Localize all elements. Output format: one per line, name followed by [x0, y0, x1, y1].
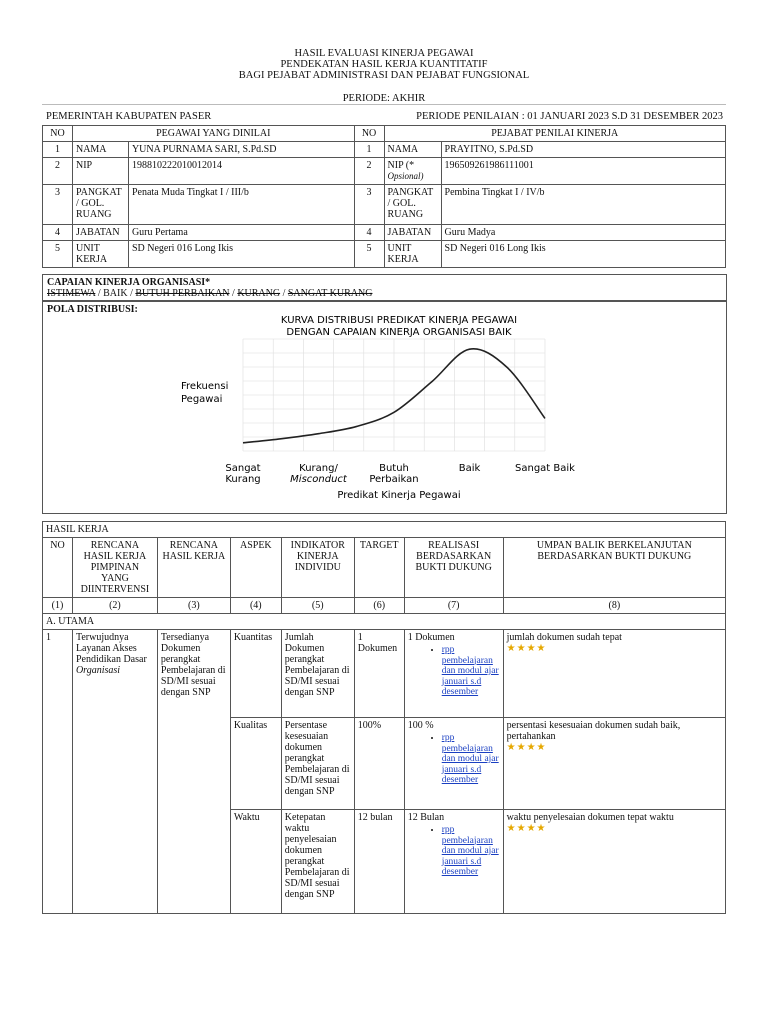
col-number: (5) [281, 598, 354, 614]
pejabat-label: UNIT KERJA [384, 241, 441, 268]
hasil-kerja-table [42, 521, 726, 914]
x-tick-label: Sangat Baik [515, 463, 575, 474]
x-tick-label: Perbaikan [369, 474, 419, 485]
pegawai-value: SD Negeri 016 Long Ikis [128, 241, 354, 268]
option-istimewa: ISTIMEWA [47, 288, 96, 299]
pejabat-label: PANGKAT / GOL. RUANG [384, 185, 441, 225]
x-tick-label: Sangat [225, 463, 261, 474]
col-number: (2) [72, 598, 157, 614]
rhk: Tersedianya Dokumen perangkat Pembelajaran di SD/MI sesuai dengan SNP [157, 630, 230, 914]
nip-label: NIP (* [387, 160, 415, 171]
bukti-dukung-link[interactable]: rpp pembelajaran dan modul ajar januari s.d desember [441, 825, 499, 877]
x-tick-label: Baik [458, 463, 481, 474]
col-number: (6) [354, 598, 404, 614]
option-sep: / [95, 288, 104, 299]
realisasi [404, 718, 503, 810]
aspek: Kuantitas [230, 630, 281, 718]
identity-header-row [43, 126, 726, 142]
option-sangat-kurang: SANGAT KURANG [287, 288, 373, 299]
umpan-balik-text: persentasi kesesuaian dokumen sudah baik, pertahankan [506, 720, 681, 742]
aspek: Kualitas [230, 718, 281, 810]
pejabat-label: NAMA [384, 142, 441, 158]
row-no: 2 [43, 158, 73, 185]
hasil-no: 1 [43, 630, 73, 914]
x-tick-label: Kurang [225, 474, 261, 485]
x-axis-label: Predikat Kinerja Pegawai [337, 490, 461, 501]
indikator: Ketepatan waktu penyelesaian dokumen perangkat Pembelajaran di SD/MI sesuai dengan SNP [281, 810, 354, 914]
row-no: 1 [43, 142, 73, 158]
pegawai-label: UNIT KERJA [72, 241, 128, 268]
pegawai-label: PANGKAT / GOL. RUANG [72, 185, 128, 225]
pejabat-value: PRAYITNO, S.Pd.SD [441, 142, 725, 158]
star-rating: ★★★★ [506, 742, 547, 753]
realisasi [404, 810, 503, 914]
target: 12 bulan [354, 810, 404, 914]
row-no: 3 [354, 185, 384, 225]
star-rating: ★★★★ [506, 643, 547, 654]
pegawai-value: Guru Pertama [128, 225, 354, 241]
rhkp-text: Terwujudnya Layanan Akses Pendidikan Dasar [75, 632, 147, 665]
pejabat-label [384, 158, 441, 185]
indikator: Persentase kesesuaian dokumen perangkat Pembelajaran di SD/MI sesuai dengan SNP [281, 718, 354, 810]
header-divider [42, 104, 726, 105]
realisasi-value: 100 % [407, 720, 434, 731]
col-pejabat: PEJABAT PENILAI KINERJA [384, 126, 725, 142]
identity-row [43, 158, 726, 185]
capaian-options [47, 288, 372, 299]
pegawai-label: JABATAN [72, 225, 128, 241]
target: 100% [354, 718, 404, 810]
pejabat-value: SD Negeri 016 Long Ikis [441, 241, 725, 268]
row-no: 4 [354, 225, 384, 241]
pola-label: POLA DISTRIBUSI: [47, 304, 138, 315]
realisasi [404, 630, 503, 718]
hdr-no: NO [43, 538, 73, 598]
aspek: Waktu [230, 810, 281, 914]
umpan-balik [503, 810, 725, 914]
umpan-balik-text: waktu penyelesaian dokumen tepat waktu [506, 812, 674, 823]
pegawai-value: YUNA PURNAMA SARI, S.Pd.SD [128, 142, 354, 158]
col-number: (3) [157, 598, 230, 614]
x-tick-label: Misconduct [290, 474, 347, 485]
star-rating: ★★★★ [506, 823, 547, 834]
identity-row [43, 241, 726, 268]
row-no: 4 [43, 225, 73, 241]
pegawai-value: Penata Muda Tingkat I / III/b [128, 185, 354, 225]
identity-row [43, 185, 726, 225]
option-sep: / [127, 288, 136, 299]
col-number: (8) [503, 598, 725, 614]
realisasi-value: 1 Dokumen [407, 632, 455, 643]
umpan-balik-text: jumlah dokumen sudah tepat [506, 632, 622, 643]
target: 1 Dokumen [354, 630, 404, 718]
hdr-target: TARGET [354, 538, 404, 598]
bukti-dukung-item [442, 645, 500, 698]
pola-distribusi-box [42, 300, 727, 514]
bukti-dukung-link[interactable]: rpp pembelajaran dan modul ajar januari s.d desember [441, 645, 499, 697]
hdr-aspek: ASPEK [230, 538, 281, 598]
hasil-title-row [43, 522, 726, 538]
x-axis-tick-labels [225, 463, 575, 485]
capaian-box [42, 274, 727, 302]
row-no: 5 [43, 241, 73, 268]
indikator: Jumlah Dokumen perangkat Pembelajaran di SD/MI sesuai dengan SNP [281, 630, 354, 718]
col-number: (7) [404, 598, 503, 614]
option-baik: BAIK [103, 288, 128, 299]
rhk-pimpinan [72, 630, 157, 914]
hasil-row [43, 630, 726, 718]
realisasi-value: 12 Bulan [407, 812, 445, 823]
rhkp-organisasi: Organisasi [75, 665, 121, 676]
col-no-left: NO [43, 126, 73, 142]
option-butuh-perbaikan: BUTUH PERBAIKAN [135, 288, 230, 299]
hasil-number-row [43, 598, 726, 614]
col-pegawai: PEGAWAI YANG DINILAI [72, 126, 354, 142]
hdr-umpan-balik: UMPAN BALIK BERKELANJUTAN BERDASARKAN BUKTI DUKUNG [503, 538, 725, 598]
pegawai-label: NIP [72, 158, 128, 185]
hdr-rhk: RENCANA HASIL KERJA [157, 538, 230, 598]
identity-row [43, 225, 726, 241]
bukti-dukung-link[interactable]: rpp pembelajaran dan modul ajar januari s.d desember [441, 733, 499, 785]
section-row [43, 614, 726, 630]
hdr-realisasi: REALISASI BERDASARKAN BUKTI DUKUNG [404, 538, 503, 598]
bukti-dukung-item [442, 825, 500, 878]
pemerintah-label: PEMERINTAH KABUPATEN PASER [46, 111, 212, 122]
distribution-chart [43, 301, 726, 513]
pegawai-label: NAMA [72, 142, 128, 158]
identity-row [43, 142, 726, 158]
pejabat-value: 196509261986111001 [441, 158, 725, 185]
bukti-dukung-item [442, 733, 500, 786]
umpan-balik [503, 630, 725, 718]
pegawai-value: 198810222010012014 [128, 158, 354, 185]
hdr-indikator: INDIKATOR KINERJA INDIVIDU [281, 538, 354, 598]
opsional-note: Opsional) [387, 171, 424, 181]
x-tick-label: Butuh [379, 463, 409, 474]
chart-title: KURVA DISTRIBUSI PREDIKAT KINERJA PEGAWAI [280, 315, 518, 326]
x-tick-label: Kurang/ [299, 463, 338, 474]
identity-table [42, 125, 726, 268]
y-axis-label-2: Pegawai [181, 394, 223, 405]
hasil-title: HASIL KERJA [43, 522, 726, 538]
pejabat-label: JABATAN [384, 225, 441, 241]
pejabat-value: Pembina Tingkat I / IV/b [441, 185, 725, 225]
doc-title-3: BAGI PEJABAT ADMINISTRASI DAN PEJABAT FUNGSIONAL [238, 70, 530, 81]
hasil-header-row [43, 538, 726, 598]
option-kurang: KURANG [237, 288, 281, 299]
col-number: (1) [43, 598, 73, 614]
y-axis-label-1: Frekuensi [181, 381, 229, 392]
col-number: (4) [230, 598, 281, 614]
row-no: 3 [43, 185, 73, 225]
option-sep: / [280, 288, 288, 299]
doc-periode: PERIODE: AKHIR [342, 93, 426, 104]
chart-grid [243, 339, 545, 451]
row-no: 5 [354, 241, 384, 268]
doc-title-1: HASIL EVALUASI KINERJA PEGAWAI [294, 48, 474, 59]
chart-subtitle: DENGAN CAPAIAN KINERJA ORGANISASI BAIK [286, 327, 512, 338]
doc-title-2: PENDEKATAN HASIL KERJA KUANTITATIF [280, 59, 488, 70]
periode-penilaian: PERIODE PENILAIAN : 01 JANUARI 2023 S.D 31 DESEMBER 2023 [416, 111, 723, 122]
row-no: 2 [354, 158, 384, 185]
pejabat-value: Guru Madya [441, 225, 725, 241]
row-no: 1 [354, 142, 384, 158]
umpan-balik [503, 718, 725, 810]
col-no-right: NO [354, 126, 384, 142]
capaian-title: CAPAIAN KINERJA ORGANISASI* [47, 277, 211, 288]
option-sep: / [229, 288, 238, 299]
section-utama: A. UTAMA [43, 614, 726, 630]
hdr-rhk-pimpinan: RENCANA HASIL KERJA PIMPINAN YANG DIINTERVENSI [72, 538, 157, 598]
